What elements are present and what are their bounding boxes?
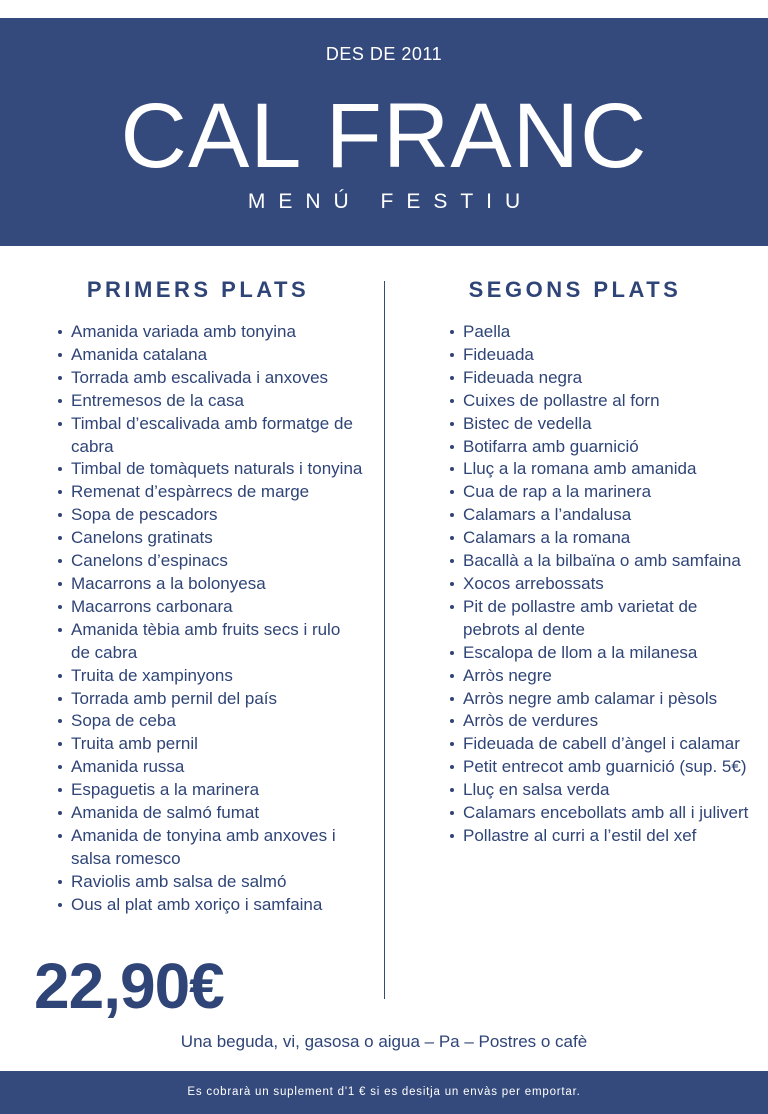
dish-item: Espaguetis a la marinera bbox=[58, 779, 363, 802]
dish-item: Canelons gratinats bbox=[58, 527, 363, 550]
dish-item: Amanida de salmó fumat bbox=[58, 802, 363, 825]
first-courses-list bbox=[58, 321, 363, 917]
dish-item: Remenat d’espàrrecs de marge bbox=[58, 481, 363, 504]
dish-item: Amanida russa bbox=[58, 756, 363, 779]
footer-bar bbox=[0, 1071, 768, 1114]
dish-item: Canelons d’espinacs bbox=[58, 550, 363, 573]
restaurant-name: CAL FRANC bbox=[120, 85, 648, 187]
dish-item: Torrada amb escalivada i anxoves bbox=[58, 367, 363, 390]
dish-item: Petit entrecot amb guarnició (sup. 5€) bbox=[450, 756, 750, 779]
dish-item: Truita amb pernil bbox=[58, 733, 363, 756]
dish-item: Lluç a la romana amb amanida bbox=[450, 458, 750, 481]
dish-item: Amanida catalana bbox=[58, 344, 363, 367]
takeaway-note: Es cobrarà un suplement d'1 € si es desitja un envàs per emportar. bbox=[187, 1086, 581, 1098]
since-label: DES DE 2011 bbox=[325, 44, 443, 64]
dish-item: Calamars a la romana bbox=[450, 527, 750, 550]
dish-item: Arròs de verdures bbox=[450, 710, 750, 733]
dish-item: Timbal de tomàquets naturals i tonyina bbox=[58, 458, 363, 481]
dish-item: Pit de pollastre amb varietat de pebrots al dente bbox=[450, 596, 750, 642]
dish-item: Calamars encebollats amb all i julivert bbox=[450, 802, 750, 825]
dish-item: Arròs negre amb calamar i pèsols bbox=[450, 688, 750, 711]
dish-item: Raviolis amb salsa de salmó bbox=[58, 871, 363, 894]
dish-item: Paella bbox=[450, 321, 750, 344]
menu-price: 22,90€ bbox=[34, 950, 224, 1022]
dish-item: Amanida variada amb tonyina bbox=[58, 321, 363, 344]
dish-item: Botifarra amb guarnició bbox=[450, 436, 750, 459]
dish-item: Truita de xampinyons bbox=[58, 665, 363, 688]
dish-item: Fideuada bbox=[450, 344, 750, 367]
second-courses-title: SEGONS PLATS bbox=[468, 277, 682, 302]
dish-item: Fideuada negra bbox=[450, 367, 750, 390]
dish-item: Fideuada de cabell d’àngel i calamar bbox=[450, 733, 750, 756]
dish-item: Arròs negre bbox=[450, 665, 750, 688]
dish-item: Macarrons a la bolonyesa bbox=[58, 573, 363, 596]
dish-item: Sopa de ceba bbox=[58, 710, 363, 733]
dish-item: Entremesos de la casa bbox=[58, 390, 363, 413]
dish-item: Xocos arrebossats bbox=[450, 573, 750, 596]
dish-item: Cua de rap a la marinera bbox=[450, 481, 750, 504]
dish-item: Amanida tèbia amb fruits secs i rulo de cabra bbox=[58, 619, 363, 665]
dish-item: Timbal d’escalivada amb formatge de cabra bbox=[58, 413, 363, 459]
column-divider bbox=[384, 281, 385, 999]
dish-item: Calamars a l’andalusa bbox=[450, 504, 750, 527]
dish-item: Ous al plat amb xoriço i samfaina bbox=[58, 894, 363, 917]
menu-subtitle: MENÚ FESTIU bbox=[247, 190, 534, 213]
dish-item: Cuixes de pollastre al forn bbox=[450, 390, 750, 413]
menu-header bbox=[0, 18, 768, 246]
dish-item: Lluç en salsa verda bbox=[450, 779, 750, 802]
second-courses-list bbox=[450, 321, 750, 848]
dish-item: Escalopa de llom a la milanesa bbox=[450, 642, 750, 665]
first-courses-title: PRIMERS PLATS bbox=[86, 277, 310, 302]
dish-item: Macarrons carbonara bbox=[58, 596, 363, 619]
dish-item: Pollastre al curri a l’estil del xef bbox=[450, 825, 750, 848]
dish-item: Sopa de pescadors bbox=[58, 504, 363, 527]
dish-item: Bacallà a la bilbaïna o amb samfaina bbox=[450, 550, 750, 573]
dish-item: Bistec de vedella bbox=[450, 413, 750, 436]
menu-includes: Una beguda, vi, gasosa o aigua – Pa – Postres o cafè bbox=[180, 1032, 588, 1051]
dish-item: Amanida de tonyina amb anxoves i salsa romesco bbox=[58, 825, 363, 871]
dish-item: Torrada amb pernil del país bbox=[58, 688, 363, 711]
